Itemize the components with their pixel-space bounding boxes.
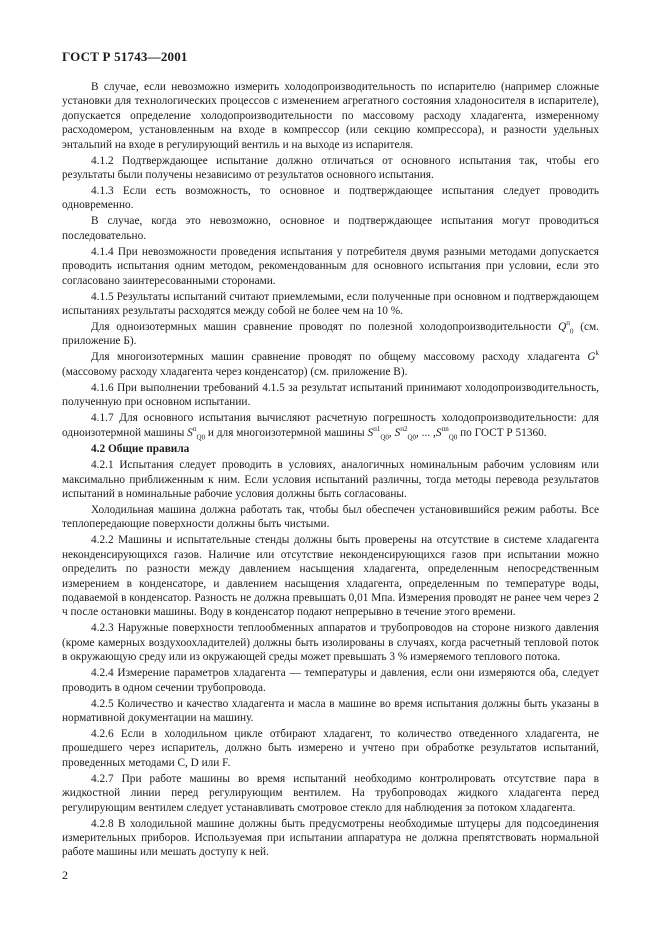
paragraph-multi-isothermal: Для многоизотермных машин сравнение проводят по общему массовому расходу хладагента $G^k$ (массовому расходу хладагента через конденсатор) (см. приложение В). [62, 349, 599, 378]
paragraph-single-isothermal: Для одноизотермных машин сравнение проводят по полезной холодопроизводительности $Q^п_0$ (см. приложение Б). [62, 319, 600, 348]
paragraph: 4.1.3 Если есть возможность, то основное и подтверждающее испытания следует проводить одновременно. [62, 185, 599, 212]
section-heading: 4.2 Общие правила [91, 443, 190, 456]
paragraph: 4.2.8 В холодильной машине должны быть предусмотрены необходимые штуцеры для подсоединения измерительных приборов. Используемая при испытании аппаратура не должна препятствовать нормальной работе машины или мешать доступу к ней. [62, 817, 599, 859]
paragraph: В случае, когда это невозможно, основное и подтверждающее испытания могут проводиться последовательно. [62, 215, 599, 242]
paragraph: 4.1.6 При выполнении требований 4.1.5 за результат испытаний принимают холодопроизводительность, полученную при основном испытании. [62, 381, 599, 409]
paragraph: 4.2.2 Машины и испытательные стенды должны быть проверены на отсутствие в системе хладагента неконденсирующихся газов. Наличие или отсутствие неконденсирующихся газов при испытании можно определить по разности между давлением насыщения хладагента, определенным непосредственным измерением в конденсаторе, и давлением насыщения хладагента, определенным по температуре воды, подаваемой в конденсатор. Разность не должна превышать 0,01 Мпа. Измерения проводят не ранее чем через 2 ч после остановки машины. Воду в конденсатор подают непрерывно в течение этого времени. [62, 534, 599, 619]
paragraph: 4.2.4 Измерение параметров хладагента — температуры и давления, если они измеряются оба, следует проводить в одном сечении трубопровода. [62, 667, 599, 694]
page-number: 2 [62, 868, 68, 882]
document-header: ГОСТ Р 51743—2001 [62, 49, 188, 64]
formula-symbol: S [435, 426, 442, 439]
formula-symbol: Q [558, 321, 567, 334]
paragraph: 4.2.5 Количество и качество хладагента и масла в машине во время испытания должны быть указаны в нормативной документации на машину. [62, 697, 599, 724]
paragraph: 4.1.2 Подтверждающее испытание должно отличаться от основного испытания так, чтобы его результаты были получены независимо от результатов основного испытания. [62, 154, 599, 182]
document-body [62, 80, 599, 861]
paragraph: 4.2.7 При работе машины во время испытаний необходимо контролировать отсутствие пара в жидкостной линии перед регулирующим вентилем. На трубопроводах жидкого хладагента перед регулирующим вентилем следует устанавливать смотровое стекло для наблюдения за потоком хладагента. [62, 772, 599, 814]
formula-symbol: S [187, 426, 193, 439]
paragraph: 4.2.6 Если в холодильном цикле отбирают хладагент, то количество отведенного хладагента, не прошедшего через испаритель, должно быть измерено и учтено при обработке результатов испытаний, проведенных методами С, D или F. [62, 727, 599, 769]
formula-symbol: S [394, 426, 401, 439]
formula-symbol: S [367, 426, 374, 439]
paragraph: В случае, если невозможно измерить холодопроизводительность по испарителю (например сложные установки для технологических процессов с изменением агрегатного состояния хладоносителя в испарителе), допускается определение холодопроизводительности по массовому расходу хладагента, измеренному расходомером, установленным на входе в компрессор (или секцию компрессора), и разности удельных энтальпий на входе в регулирующий вентиль и на выходе из испарителя. [62, 81, 599, 151]
formula-symbol: G [587, 351, 596, 364]
paragraph: 4.2.3 Наружные поверхности теплообменных аппаратов и трубопроводов на стороне низкого давления (кроме камерных воздухоохладителей) должны быть изолированы в случаях, когда расчетный тепловой поток в окружающую среду или из окружающей среды может превышать 3 % измеряемого теплового потока. [62, 622, 599, 664]
paragraph: 4.2.1 Испытания следует проводить в условиях, аналогичных номинальным рабочим условиям или максимально приближенным к ним. Если условия испытаний различны, тогда методы перевода результатов испытаний в номинальные рабочие условия должны быть согласованы. [62, 459, 599, 500]
paragraph-error-calc: 4.1.7 Для основного испытания вычисляют расчетную погрешность холодопроизводительности: для одноизотермной машины $S^п_{Q0}$ и для многоизотермной машины $S^{п1}_{Q0}$, $S^{п2}_{Q0}$, ... $,S^{пn}_{Q0}$ по ГОСТ Р 51360. [62, 412, 599, 441]
paragraph: 4.1.4 При невозможности проведения испытания у потребителя двумя разными методами допускается проводить испытания одним методом, рекомендованным для основного испытания при условии, если это согласовано заинтересованными сторонами. [62, 245, 599, 287]
paragraph: 4.1.5 Результаты испытаний считают приемлемыми, если полученные при основном и подтверждающем испытаниях результаты расходятся между собой не более чем на 10 %. [62, 290, 599, 318]
paragraph: Холодильная машина должна работать так, чтобы был обеспечен установившийся режим работы. Все теплопередающие поверхности должны быть чистыми. [62, 503, 599, 531]
